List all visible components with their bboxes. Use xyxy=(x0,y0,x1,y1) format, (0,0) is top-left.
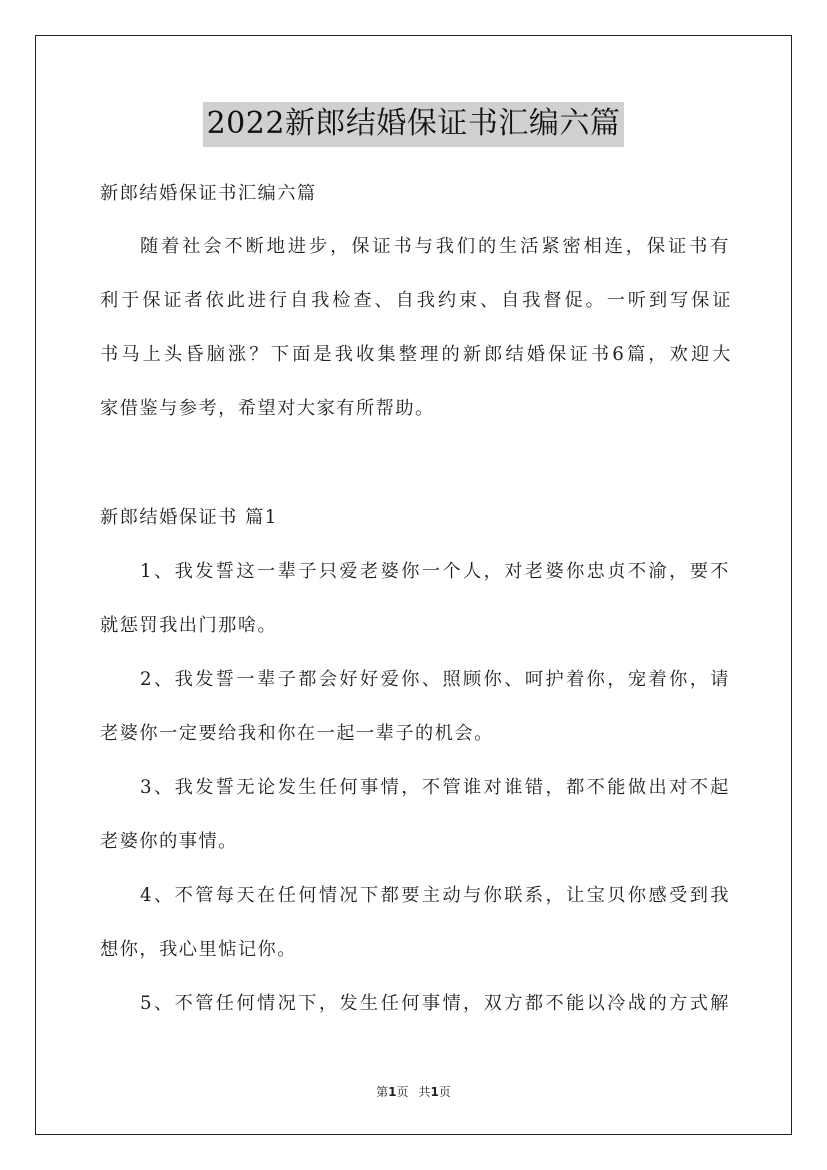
footer-total-prefix: 共 xyxy=(418,1085,431,1099)
intro-line-4: 家借鉴与参考，希望对大家有所帮助。 xyxy=(100,398,435,419)
intro-line-1: 随着社会不断地进步，保证书与我们的生活紧密相连，保证书有 xyxy=(140,236,730,257)
item-3-line-2: 老婆你的事情。 xyxy=(100,831,238,852)
item-1-line-1: 1、我发誓这一辈子只爱老婆你一个人，对老婆你忠贞不渝，要不 xyxy=(140,561,730,582)
footer-page-number: 1 xyxy=(388,1085,397,1099)
item-5-line-1: 5、不管任何情况下，发生任何事情，双方都不能以冷战的方式解 xyxy=(140,993,730,1014)
item-4-line-1: 4、不管每天在任何情况下都要主动与你联系，让宝贝你感受到我 xyxy=(140,885,730,906)
section-heading: 新郎结婚保证书 篇1 xyxy=(100,507,278,528)
document-title: 2022新郎结婚保证书汇编六篇 xyxy=(203,102,625,147)
intro-line-2: 利于保证者依此进行自我检查、自我约束、自我督促。一听到写保证 xyxy=(100,290,732,311)
intro-line-3: 书马上头昏脑涨？下面是我收集整理的新郎结婚保证书6篇，欢迎大 xyxy=(100,344,732,365)
item-3-line-1: 3、我发誓无论发生任何事情，不管谁对谁错，都不能做出对不起 xyxy=(140,777,730,798)
item-2-line-1: 2、我发誓一辈子都会好好爱你、照顾你、呵护着你，宠着你，请 xyxy=(140,669,730,690)
page-footer xyxy=(0,1084,827,1100)
item-4-line-2: 想你，我心里惦记你。 xyxy=(100,939,297,960)
title-container xyxy=(0,102,827,147)
footer-total-suffix: 页 xyxy=(438,1085,451,1099)
document-subtitle: 新郎结婚保证书汇编六篇 xyxy=(100,183,317,204)
footer-page-suffix: 页 xyxy=(396,1085,409,1099)
item-2-line-2: 老婆你一定要给我和你在一起一辈子的机会。 xyxy=(100,723,494,744)
item-1-line-2: 就惩罚我出门那啥。 xyxy=(100,615,278,636)
footer-total-number: 1 xyxy=(430,1085,439,1099)
footer-page-prefix: 第 xyxy=(376,1085,389,1099)
